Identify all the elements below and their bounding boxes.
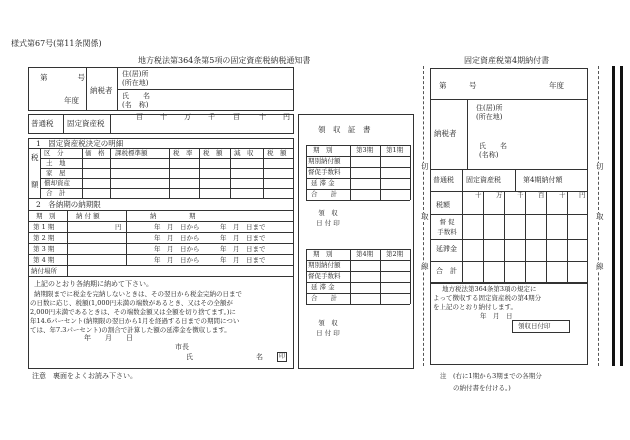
receipt-row-b2: 延 滞 金 (311, 283, 335, 291)
detail-h3: 税 率 (173, 149, 193, 157)
period-to-0: 年 月 日まで (220, 223, 266, 231)
slip-taxtype1: 普通税 (433, 176, 454, 184)
slip-stamp-label: 領収日付印 (518, 322, 551, 330)
notice-taxtype1: 普通税 (31, 119, 54, 128)
slip-address-label: 住(居)所 (所在地) (476, 104, 503, 121)
period-from-3: 年 月 日から (154, 256, 200, 264)
detail-h5: 減 収 (234, 149, 254, 157)
period-unit-0: 円 (115, 223, 122, 231)
detail-h1: 価 格 (85, 149, 105, 157)
receipt-row-b1: 督促手数料 (308, 272, 341, 280)
edge-bar-2 (620, 66, 623, 366)
receipt-stamp-b: 領 収 日 付 印 (316, 319, 340, 337)
receipt-h2-0: 期 別 (313, 250, 333, 258)
slip-taxtype2: 固定資産税 (466, 176, 501, 184)
receipt-row-a0: 期別納付額 (308, 157, 341, 165)
digit-2: 万 (184, 113, 191, 121)
receipt-h1-0: 期 別 (313, 146, 333, 154)
digit-6: 円 (283, 113, 290, 121)
slip-taxpayer-label: 納税者 (434, 129, 457, 138)
body-line-1: 納期限までに税金を完納しないときは、その翌日から税金完納の日まで (34, 290, 242, 298)
period-to-1: 年 月 日まで (220, 234, 266, 242)
receipt-h1-2: 第1期 (386, 146, 404, 154)
cut-label-0: 切 (421, 162, 429, 171)
notice-year-label: 年度 (64, 96, 79, 105)
detail-row-2: 償却資産 (44, 179, 70, 187)
slip-body-2: を上記のとおり納付します。 (433, 303, 517, 311)
receipt-row-a2: 延 滞 金 (311, 179, 335, 187)
slip-row-2: 延滞金 (436, 245, 457, 253)
body-line-4: 年14.6パーセント(納期限の翌日から1月を経過する日までの期間につい (30, 317, 240, 325)
period-label-3: 第 4 期 (33, 256, 55, 264)
slip-row-0: 税額 (436, 201, 450, 209)
period-from-0: 年 月 日から (154, 223, 200, 231)
detail-h2: 課税標準額 (115, 149, 148, 157)
receipt-row-b3: 合 計 (311, 294, 337, 302)
slip-digit-5: 円 (579, 191, 586, 199)
body-line-3: 2,000円未満であるときは、その端数金額又は全額を切り捨てます。)に (30, 308, 236, 316)
digit-5: 十 (259, 113, 266, 121)
slip-no: 第 号 (439, 81, 477, 90)
slip-name-label: 氏 名 (名称) (479, 142, 507, 159)
digit-3: 千 (208, 113, 215, 121)
period-h2: 納 期 (150, 212, 196, 220)
slip-body-1: よって徴収する固定資産税の第4期分 (433, 294, 542, 302)
receipt-stamp-a: 領 収 日 付 印 (316, 209, 340, 227)
cut-label-r0: 切 (596, 162, 604, 171)
payment-place-label: 納付場所 (31, 267, 57, 275)
slip-digit-3: 百 (538, 191, 545, 199)
notice-title: 地方税法第364条第5項の固定資産税納税通知書 (138, 56, 311, 65)
slip-digit-4: 十 (559, 191, 566, 199)
slip-row-1: 督 促 手数料 (437, 218, 457, 236)
edge-bar-1 (612, 66, 615, 366)
detail-h6: 税 額 (267, 149, 287, 157)
period-label-0: 第 1 期 (33, 223, 55, 231)
notice-taxpayer-label: 納税者 (90, 86, 113, 95)
side-tax: 税 (31, 153, 39, 162)
period-from-2: 年 月 日から (154, 245, 200, 253)
receipt-h2-2: 第2期 (386, 250, 404, 258)
receipt-title: 領 収 証 書 (318, 125, 371, 134)
slip-body-0: 地方税法第364条第3項の規定に (442, 285, 537, 293)
slip-digit-0: 十 (475, 191, 482, 199)
digit-4: 百 (233, 113, 240, 121)
period-label-1: 第 2 期 (33, 234, 55, 242)
notice-no-label: 第 号 (40, 73, 85, 82)
detail-h0: 区 分 (44, 149, 64, 157)
form-number: 様式第67号(第11条関係) (11, 39, 102, 48)
signer-label: 氏 名 (186, 353, 263, 361)
period-label-2: 第 3 期 (33, 245, 55, 253)
notice-taxtype2: 固定資産税 (67, 119, 105, 128)
digit-0: 百 (136, 113, 143, 121)
seal-mark: 印 (279, 353, 286, 360)
slip-note2: の納付書を付ける。) (453, 384, 511, 392)
period-from-1: 年 月 日から (154, 234, 200, 242)
receipt-h2-1: 第4期 (356, 250, 374, 258)
period-to-2: 年 月 日まで (220, 245, 266, 253)
slip-note: 注 (右に1期から3期までの各期分 (440, 372, 542, 380)
slip-row-3: 合 計 (436, 267, 457, 275)
detail-row-3: 合 計 (46, 189, 66, 197)
body-line-5: ては、年7.3パーセント)の割合で計算した額の延滞金を徴収します。 (30, 326, 231, 334)
mayor-label: 市長 (175, 343, 189, 351)
slip-digit-1: 万 (496, 191, 503, 199)
receipt-row-b0: 期別納付額 (308, 261, 341, 269)
section1-title: 1 固定資産税決定の明細 (36, 139, 124, 148)
period-h0: 期 別 (36, 212, 56, 220)
cut-label-r1: 取 (596, 212, 604, 221)
body-line-0: 上記のとおり各納期に納めて下さい。 (34, 280, 153, 288)
side-amount: 額 (31, 180, 39, 189)
cut-label-r2: 線 (596, 262, 604, 271)
detail-row-1: 家 屋 (46, 169, 66, 177)
slip-digit-2: 千 (517, 191, 524, 199)
detail-h4: 税 額 (203, 149, 223, 157)
period-to-3: 年 月 日まで (220, 256, 266, 264)
receipt-row-a1: 督促手数料 (308, 168, 341, 176)
body-line-2: の日数に応じ、税額(1,000円未満の端数があるとき、又はその全額が (30, 299, 233, 307)
section2-title: 2 各納期の納期限 (36, 200, 101, 209)
receipt-row-a3: 合 計 (311, 190, 337, 198)
digit-1: 十 (160, 113, 167, 121)
notice-address-label: 住(居)所 (所在地) (122, 70, 149, 87)
notice-date: 年 月 日 (84, 334, 133, 342)
slip-date: 年 月 日 (480, 312, 513, 320)
cut-label-1: 取 (421, 212, 429, 221)
receipt-h1-1: 第3期 (356, 146, 374, 154)
notice-note: 注意 裏面をよくお読み下さい。 (32, 372, 137, 380)
slip-title: 固定資産税第4期納付書 (464, 56, 550, 65)
period-h1: 納 付 額 (76, 212, 100, 220)
slip-period-label: 第4期納付額 (523, 176, 563, 184)
slip-year: 年度 (549, 81, 564, 90)
detail-row-0: 土 地 (46, 159, 66, 167)
cut-label-2: 線 (421, 262, 429, 271)
notice-name-label: 氏 名 (名 称) (122, 92, 150, 109)
